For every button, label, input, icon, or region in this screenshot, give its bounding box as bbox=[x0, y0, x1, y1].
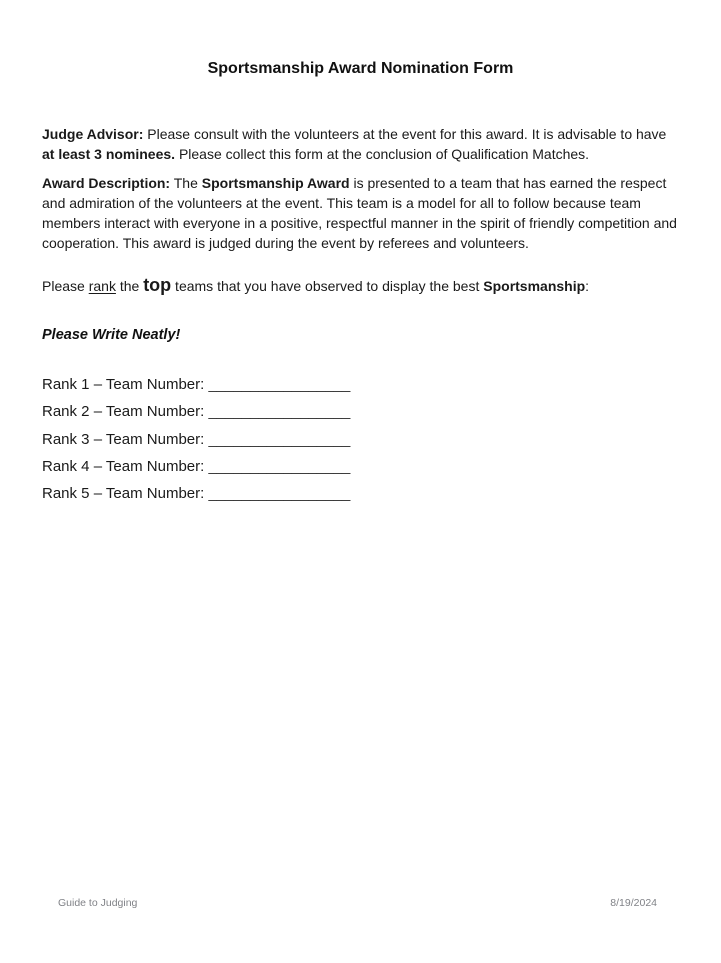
rank-5-team-number-blank: _________________ bbox=[208, 485, 351, 503]
rank-prompt-text-3: teams that you have observed to display the best bbox=[171, 278, 484, 294]
award-description-label: Award Description: bbox=[42, 175, 171, 191]
rank-1-label: Rank 1 – Team Number: bbox=[42, 376, 209, 393]
rank-row-5 bbox=[42, 480, 542, 507]
document-title: Sportsmanship Award Nomination Form bbox=[207, 60, 514, 77]
award-description-paragraph bbox=[42, 173, 679, 253]
write-neatly-note: Please Write Neatly! bbox=[42, 327, 181, 343]
rank-4-team-number-blank: _________________ bbox=[208, 457, 351, 475]
rank-row-4 bbox=[42, 453, 542, 480]
rank-1-team-number-blank: _________________ bbox=[208, 376, 351, 393]
judge-advisor-text-2: Please collect this form at the conclusion of Qualification Matches. bbox=[175, 146, 590, 162]
rank-prompt-text-1: Please bbox=[42, 278, 89, 294]
footer-document-name: Guide to Judging bbox=[58, 897, 138, 909]
award-name-bold: Sportsmanship Award bbox=[201, 175, 350, 191]
rank-list bbox=[42, 371, 542, 507]
rank-prompt-text-2: the bbox=[115, 278, 144, 294]
rank-prompt-colon: : bbox=[585, 278, 590, 294]
sportsmanship-bold-word: Sportsmanship bbox=[483, 278, 586, 294]
rank-5-label: Rank 5 – Team Number: bbox=[42, 485, 209, 503]
rank-3-label: Rank 3 – Team Number: bbox=[42, 430, 209, 448]
rank-row-1 bbox=[42, 371, 542, 398]
rank-3-team-number-blank: _________________ bbox=[208, 430, 351, 448]
rank-row-3 bbox=[42, 426, 542, 453]
rank-2-label: Rank 2 – Team Number: bbox=[42, 403, 209, 421]
rank-2-team-number-blank: _________________ bbox=[208, 403, 351, 421]
award-description-text-1: The bbox=[170, 175, 202, 191]
top-bold-word: top bbox=[143, 275, 172, 295]
rank-prompt bbox=[42, 274, 679, 298]
award-description-text-2: is presented to a team that has earned the respect and admiration of the volunteers at the event. This team is a model for all to follow because team members interact with everyone in a positive, respectful manner in the spirit of friendly competition and cooperation. This award is judged during the event by referees and volunteers. bbox=[42, 175, 677, 251]
judge-advisor-text-1: Please consult with the volunteers at the event for this award. It is advisable to have bbox=[143, 126, 667, 142]
rank-row-2 bbox=[42, 398, 542, 425]
judge-advisor-paragraph bbox=[42, 124, 679, 164]
rank-underlined-word: rank bbox=[88, 278, 116, 294]
rank-4-label: Rank 4 – Team Number: bbox=[42, 457, 209, 475]
footer-date: 8/19/2024 bbox=[610, 897, 657, 909]
judge-advisor-label: Judge Advisor: bbox=[42, 126, 144, 142]
judge-advisor-bold-nominees: at least 3 nominees. bbox=[42, 146, 176, 162]
